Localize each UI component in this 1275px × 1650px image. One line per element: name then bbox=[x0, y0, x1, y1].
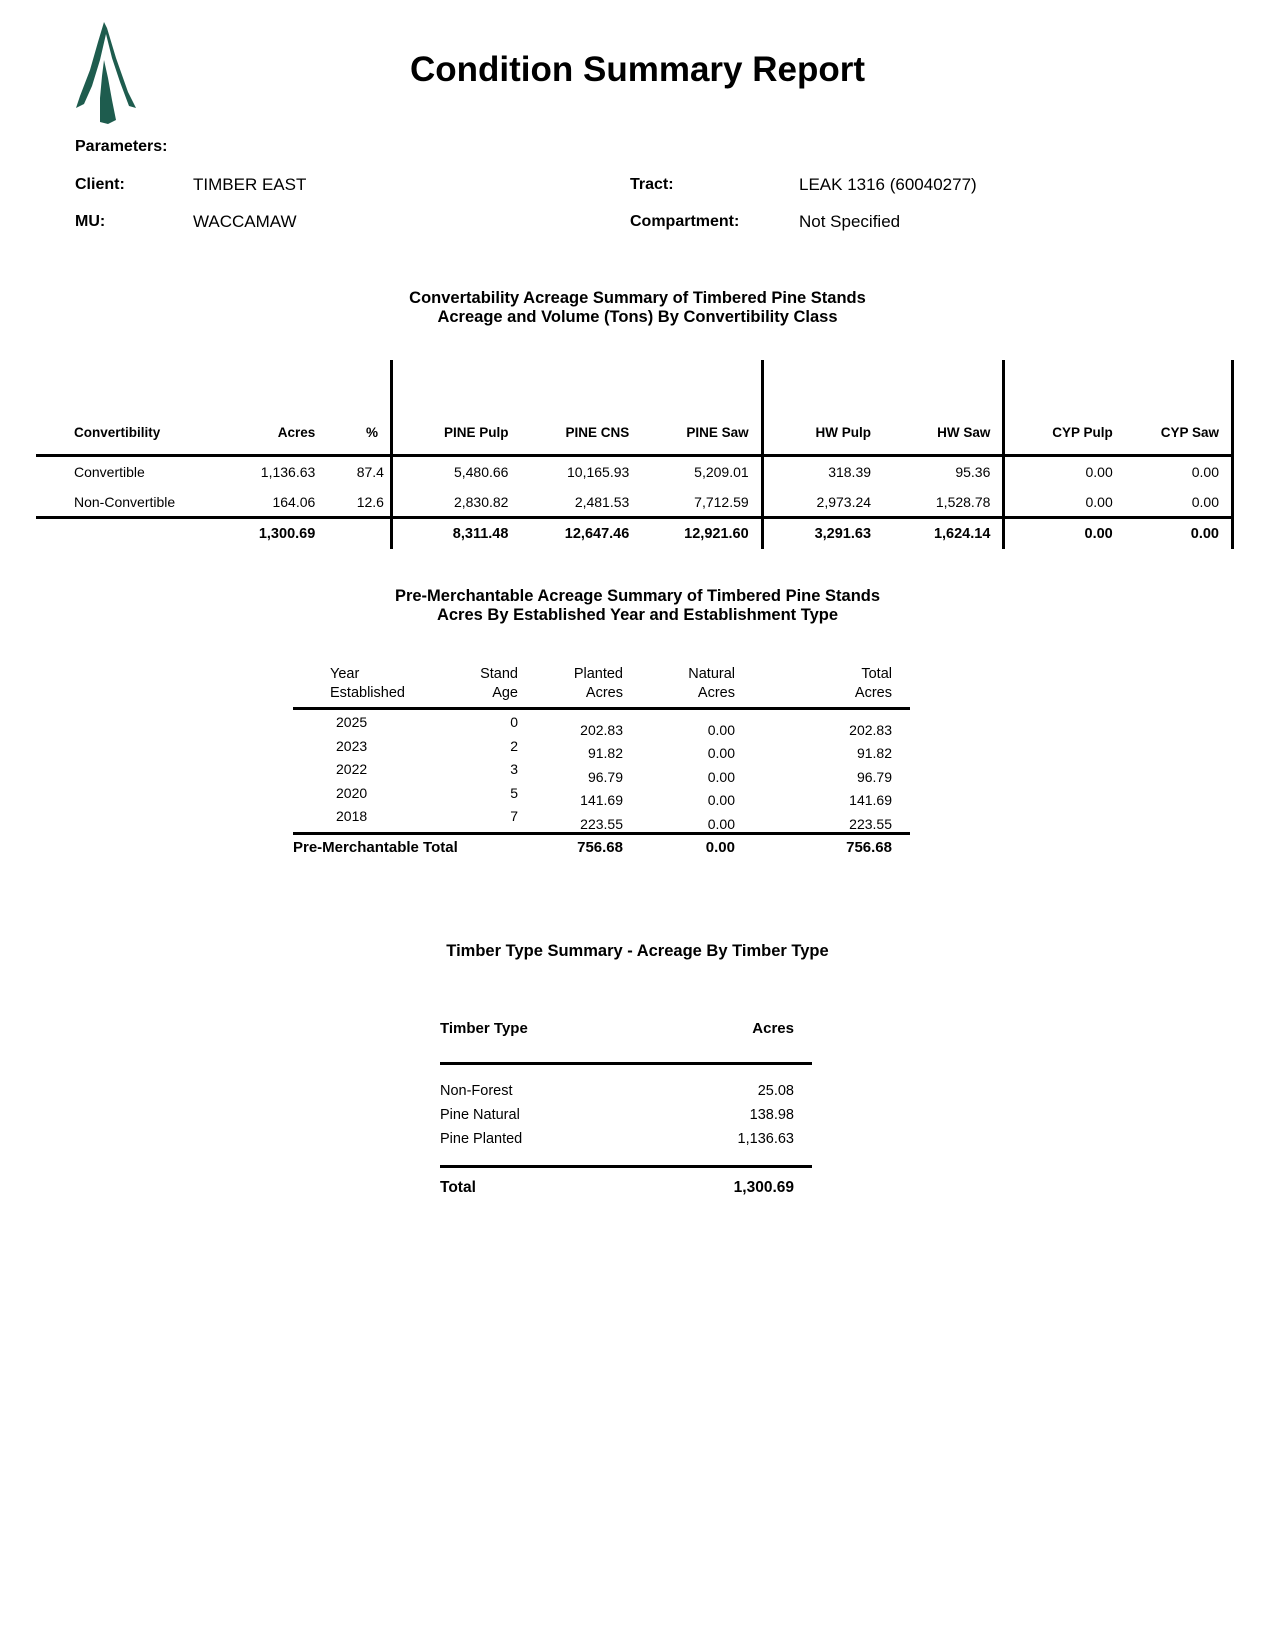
total-cyp-pulp: 0.00 bbox=[1004, 517, 1125, 549]
cell: Pine Natural bbox=[440, 1107, 520, 1123]
premerch-table bbox=[293, 665, 910, 861]
col-pine-pulp: PINE Pulp bbox=[391, 360, 520, 456]
tract-label: Tract: bbox=[630, 176, 674, 193]
table-row bbox=[36, 456, 1233, 488]
cell: Non-Convertible bbox=[74, 493, 176, 510]
cell: 164.06 bbox=[272, 493, 316, 510]
table-row bbox=[293, 808, 910, 833]
total-cyp-saw: 0.00 bbox=[1125, 517, 1233, 549]
cell: 96.79 bbox=[856, 768, 892, 785]
cell: 1,136.63 bbox=[737, 1131, 794, 1147]
premerch-header-row bbox=[293, 665, 910, 709]
cell bbox=[315, 517, 391, 549]
compartment-value: Not Specified bbox=[799, 212, 901, 231]
cell: Non-Forest bbox=[440, 1083, 513, 1099]
cell: 0.00 bbox=[707, 721, 735, 738]
cell: 96.79 bbox=[587, 768, 623, 785]
cell: 223.55 bbox=[580, 815, 623, 832]
total-acres: 1,300.69 bbox=[199, 517, 316, 549]
convertibility-title-line1: Convertability Acreage Summary of Timbered Pine Stands bbox=[409, 289, 866, 307]
col-cyp-pulp: CYP Pulp bbox=[1004, 360, 1125, 456]
cell: 95.36 bbox=[883, 456, 1004, 488]
compartment-label: Compartment: bbox=[630, 213, 740, 230]
cell: 1,136.63 bbox=[260, 464, 316, 481]
client-value: TIMBER EAST bbox=[193, 175, 307, 194]
cell: 10,165.93 bbox=[567, 464, 630, 481]
premerch-total-label: Pre-Merchantable Total bbox=[293, 833, 518, 861]
cell: 2025 bbox=[336, 714, 368, 730]
table-row bbox=[440, 1127, 812, 1167]
cell: 5,209.01 bbox=[641, 456, 762, 488]
cell: 0.00 bbox=[707, 745, 735, 761]
convertibility-title-line2: Acreage and Volume (Tons) By Convertibility Class bbox=[437, 308, 838, 326]
convertibility-header-row bbox=[36, 360, 1233, 456]
col-label-line1: Natural bbox=[688, 666, 735, 682]
col-natural-acres bbox=[633, 665, 745, 709]
stand-age-value: 2 bbox=[510, 737, 518, 754]
col-percent: % bbox=[315, 360, 391, 456]
premerch-total-value: 756.68 bbox=[745, 833, 910, 861]
cell: 5,480.66 bbox=[453, 464, 509, 481]
col-acres: Acres bbox=[660, 1010, 812, 1064]
premerch-title-line1: Pre-Merchantable Acreage Summary of Timbered Pine Stands bbox=[394, 587, 881, 605]
timbertype-table bbox=[440, 1010, 812, 1208]
col-pine-cns: PINE CNS bbox=[520, 360, 641, 456]
col-hw-pulp: HW Pulp bbox=[762, 360, 883, 456]
cell: 2022 bbox=[336, 761, 368, 777]
cell: 0.00 bbox=[1085, 493, 1113, 510]
col-label-line2: Acres bbox=[854, 685, 892, 701]
col-timber-type: Timber Type bbox=[440, 1010, 660, 1064]
table-row bbox=[440, 1064, 812, 1104]
total-row bbox=[440, 1167, 812, 1209]
convertibility-table bbox=[36, 360, 1234, 549]
total-value: 1,300.69 bbox=[660, 1167, 812, 1209]
cell: 2018 bbox=[336, 808, 368, 824]
stand-age-value: 3 bbox=[510, 761, 518, 777]
cell: 7,712.59 bbox=[641, 488, 762, 518]
cell: 0.00 bbox=[707, 815, 735, 832]
cell: 223.55 bbox=[849, 815, 892, 832]
cell: Pine Planted bbox=[440, 1131, 523, 1147]
total-label: Total bbox=[440, 1167, 660, 1209]
premerch-total-value: 756.68 bbox=[518, 833, 633, 861]
total-pine-cns: 12,647.46 bbox=[520, 517, 641, 549]
col-pine-saw: PINE Saw bbox=[641, 360, 762, 456]
cell: 141.69 bbox=[580, 792, 623, 808]
table-row bbox=[293, 761, 910, 785]
cell: 202.83 bbox=[580, 721, 623, 738]
cell: 12.6 bbox=[315, 488, 391, 518]
cell: 91.82 bbox=[587, 745, 623, 761]
mu-label: MU: bbox=[75, 213, 106, 230]
col-label-line1: Planted bbox=[573, 666, 623, 682]
cell: 0.00 bbox=[1085, 464, 1113, 481]
total-row bbox=[36, 517, 1233, 549]
col-label-line2: Acres bbox=[585, 685, 623, 701]
table-row bbox=[293, 785, 910, 809]
col-label-line1: Year bbox=[330, 666, 360, 682]
tract-value: LEAK 1316 (60040277) bbox=[799, 175, 977, 194]
cell: 0.00 bbox=[1125, 456, 1233, 488]
cell: 141.69 bbox=[849, 792, 892, 808]
cell bbox=[36, 517, 199, 549]
col-total-acres bbox=[745, 665, 910, 709]
col-convertibility: Convertibility bbox=[36, 360, 199, 456]
timbertype-title: Timber Type Summary - Acreage By Timber Type bbox=[446, 942, 829, 960]
cell: 0.00 bbox=[707, 768, 735, 785]
cell: 0.00 bbox=[1125, 488, 1233, 518]
col-label-line2: Established bbox=[330, 685, 405, 701]
table-row bbox=[36, 488, 1233, 518]
col-label-line1: Total bbox=[861, 666, 892, 682]
cell: 2,481.53 bbox=[574, 493, 630, 510]
premerch-title-line2: Acres By Established Year and Establishment Type bbox=[436, 606, 839, 624]
premerch-total-value: 0.00 bbox=[633, 833, 745, 861]
report-title: Condition Summary Report bbox=[409, 50, 866, 89]
cell: 2,830.82 bbox=[453, 493, 509, 510]
cell: Convertible bbox=[74, 464, 145, 481]
cell: 87.4 bbox=[315, 456, 391, 488]
col-planted-acres bbox=[518, 665, 633, 709]
col-label-line1: Stand bbox=[480, 666, 518, 682]
total-pine-saw: 12,921.60 bbox=[641, 517, 762, 549]
client-label: Client: bbox=[75, 176, 125, 193]
total-pine-pulp: 8,311.48 bbox=[391, 517, 520, 549]
cell: 91.82 bbox=[856, 745, 892, 761]
cell: 138.98 bbox=[749, 1107, 794, 1123]
cell: 2023 bbox=[336, 737, 368, 754]
table-row bbox=[440, 1103, 812, 1127]
cell: 0.00 bbox=[707, 792, 735, 808]
total-hw-saw: 1,624.14 bbox=[883, 517, 1004, 549]
timbertype-header-row bbox=[440, 1010, 812, 1064]
convertibility-title bbox=[0, 289, 1275, 327]
cell: 2,973.24 bbox=[816, 493, 872, 510]
col-acres: Acres bbox=[199, 360, 316, 456]
stand-age-value: 0 bbox=[510, 714, 518, 730]
table-row bbox=[293, 709, 910, 738]
cell: 25.08 bbox=[757, 1083, 794, 1099]
cell: 2020 bbox=[336, 784, 368, 801]
total-row bbox=[293, 833, 910, 861]
col-label-line2: Acres bbox=[697, 685, 735, 701]
cell: 1,528.78 bbox=[883, 488, 1004, 518]
table-row bbox=[293, 738, 910, 762]
col-hw-saw: HW Saw bbox=[883, 360, 1004, 456]
col-label-line2: Age bbox=[492, 685, 518, 701]
cell: 318.39 bbox=[828, 464, 872, 481]
parameters-heading: Parameters: bbox=[75, 138, 168, 155]
cell: 202.83 bbox=[849, 721, 892, 738]
total-hw-pulp: 3,291.63 bbox=[762, 517, 883, 549]
col-cyp-saw: CYP Saw bbox=[1125, 360, 1233, 456]
stand-age-value: 5 bbox=[510, 784, 518, 801]
premerch-title bbox=[0, 587, 1275, 625]
mu-value: WACCAMAW bbox=[193, 212, 297, 231]
stand-age-value: 7 bbox=[510, 808, 518, 824]
